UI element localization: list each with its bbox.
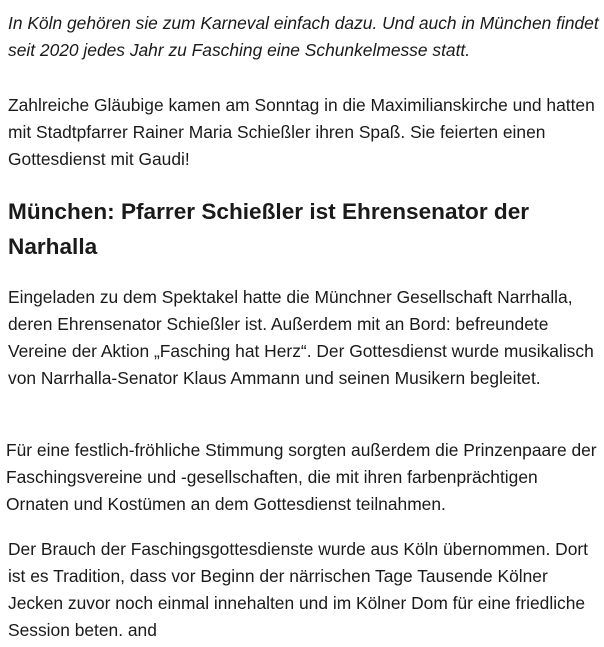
article-paragraph-2: Eingeladen zu dem Spektakel hatte die Münchner Gesellschaft Narrhalla, deren Ehrensenator Schießler ist. Außerdem mit an Bord: befreundete Vereine der Aktion „Fasching hat Herz“. Der Gottesdienst wurde musikalisch von Narrhalla-Senator Klaus Ammann und seinen Musikern begleitet.	[8, 287, 594, 388]
article-paragraph-3: Für eine festlich-fröhliche Stimmung sorgten außerdem die Prinzenpaare der Faschingsvereine und -gesellschaften, die mit ihren farbenprächtigen Ornaten und Kostümen an dem Gottesdienst teilnahmen.	[6, 440, 597, 514]
article-intro: In Köln gehören sie zum Karneval einfach dazu. Und auch in München findet seit 2020 jedes Jahr zu Fasching eine Schunkelmesse statt.	[8, 13, 599, 60]
section-heading: München: Pfarrer Schießler ist Ehrensenator der Narhalla	[8, 199, 530, 259]
article-paragraph-1: Zahlreiche Gläubige kamen am Sonntag in die Maximilianskirche und hatten mit Stadtpfarrer Rainer Maria Schießler ihren Spaß. Sie feierten einen Gottesdienst mit Gaudi!	[8, 95, 595, 169]
article-paragraph-4: Der Brauch der Faschingsgottesdienste wurde aus Köln übernommen. Dort ist es Tradition, dass vor Beginn der närrischen Tage Tausende Kölner Jecken zuvor noch einmal innehalten und im Kölner Dom für eine friedliche Session beten. and	[8, 539, 588, 640]
